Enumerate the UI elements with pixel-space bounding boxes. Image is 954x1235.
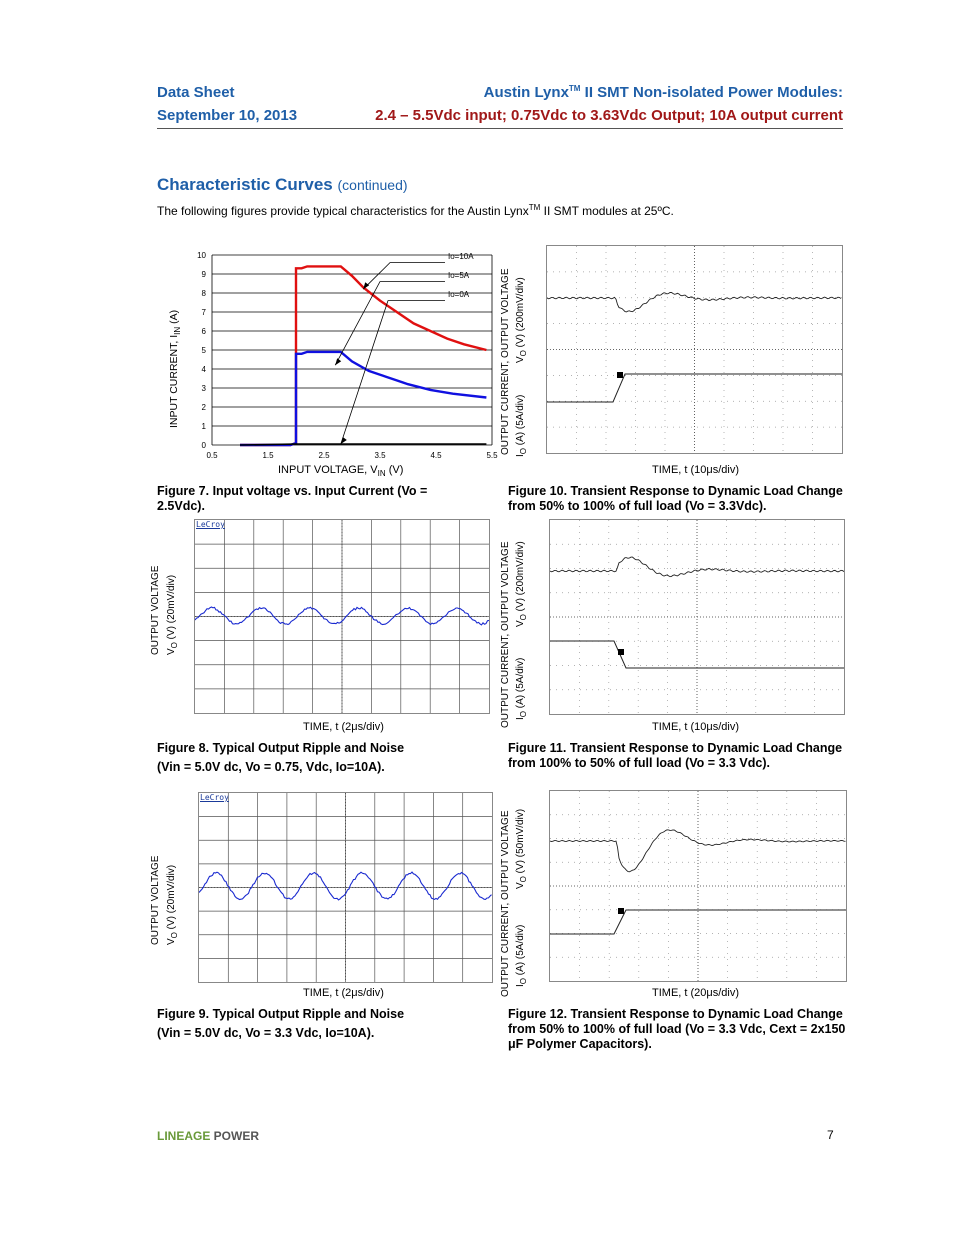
fig7-ytick-label: 0 xyxy=(201,441,206,450)
fig9-ylabel2: $V_O$ (V) (20mV/div) xyxy=(166,864,179,945)
header-rule xyxy=(157,128,843,129)
fig7-ytick-label: 10 xyxy=(197,251,206,260)
fig11-current-trace xyxy=(550,641,844,668)
fig7-xtick-label: 2.5 xyxy=(318,451,330,460)
fig8-scope xyxy=(194,519,490,714)
fig12-xlabel: TIME, t (20μs/div) xyxy=(652,987,740,999)
fig7-chart xyxy=(190,245,500,463)
fig9-scope xyxy=(198,792,493,983)
fig12-ylabel-i: $I_O$ (A) (5A/div) xyxy=(515,924,528,987)
fig7-ytick-label: 3 xyxy=(201,384,206,393)
fig7-leader-line xyxy=(363,263,445,290)
section-intro: The following figures provide typical characteristics for the Austin Lynx™ II SMT modules at 25ºC. xyxy=(157,203,674,218)
section-title: Characteristic Curves (continued) xyxy=(157,175,408,194)
fig7-xtick-label: 4.5 xyxy=(430,451,442,460)
fig11-xlabel: TIME, t (10μs/div) xyxy=(652,721,740,733)
fig10-voltage-trace xyxy=(547,293,841,312)
fig10-caption: Figure 10. Transient Response to Dynamic Load Change from 50% to 100% of full load (Vo = 3.3Vdc). xyxy=(508,484,843,513)
fig7-xtick-label: 0.5 xyxy=(206,451,218,460)
fig7-ytick-label: 7 xyxy=(201,308,206,317)
fig7-legend-label: Io=0A xyxy=(448,289,470,299)
fig7-series-io5a xyxy=(240,352,486,445)
fig7-ytick-label: 6 xyxy=(201,327,206,336)
fig9-brand: LeCroy xyxy=(200,793,229,802)
fig10-trigger-marker xyxy=(617,372,623,378)
fig9-caption-line2: (Vin = 5.0V dc, Vo = 3.3 Vdc, Io=10A). xyxy=(157,1026,375,1040)
fig8-brand: LeCroy xyxy=(196,520,225,529)
footer-page-number: 7 xyxy=(827,1128,834,1142)
fig11-caption: Figure 11. Transient Response to Dynamic Load Change from 100% to 50% of full load (Vo = 3.3 Vdc). xyxy=(508,741,843,770)
fig9-caption-line1: Figure 9. Typical Output Ripple and Noise xyxy=(157,1007,405,1021)
fig12-current-trace xyxy=(550,910,846,934)
fig9-ylabel1: OUTPUT VOLTAGE xyxy=(150,855,161,945)
fig7-leader-line xyxy=(341,301,445,444)
fig7-legend-label: Io=10A xyxy=(448,251,474,261)
fig9-xlabel: TIME, t (2μs/div) xyxy=(303,987,384,999)
fig7-ytick-label: 9 xyxy=(201,270,206,279)
header-doc-type: Data Sheet xyxy=(157,84,235,101)
fig12-ylabel-top: OUTPUT CURRENT, OUTPUT VOLTAGE xyxy=(500,810,511,997)
fig7-ytick-label: 4 xyxy=(201,365,206,374)
fig12-caption: Figure 12. Transient Response to Dynamic Load Change from 50% to 100% of full load (Vo = 3.3 Vdc, Cext = 2x150 μF Polymer Capacitors). xyxy=(508,1007,846,1051)
fig8-caption-line2: (Vin = 5.0V dc, Vo = 0.75, Vdc, Io=10A). xyxy=(157,760,385,774)
fig7-xtick-label: 1.5 xyxy=(262,451,274,460)
fig11-scope xyxy=(549,519,845,715)
header-date: September 10, 2013 xyxy=(157,107,298,124)
fig7-ytick-label: 8 xyxy=(201,289,206,298)
fig7-legend-label: Io=5A xyxy=(448,270,470,280)
fig12-trigger-marker xyxy=(618,908,624,914)
fig7-ytick-label: 5 xyxy=(201,346,206,355)
fig12-scope xyxy=(549,790,847,982)
fig7-xtick-label: 3.5 xyxy=(374,451,386,460)
fig10-ylabel-i: $I_O$ (A) (5A/div) xyxy=(515,394,528,457)
fig8-caption-line1: Figure 8. Typical Output Ripple and Noise xyxy=(157,741,405,755)
header-product-spec: 2.4 – 5.5Vdc input; 0.75Vdc to 3.63Vdc Output; 10A output current xyxy=(375,107,843,124)
fig8-ylabel2: $V_O$ (V) (20mV/div) xyxy=(166,574,179,655)
fig8-ylabel1: OUTPUT VOLTAGE xyxy=(150,565,161,655)
fig10-ylabel-top: OUTPUT CURRENT, OUTPUT VOLTAGE xyxy=(500,268,511,455)
fig7-ytick-label: 1 xyxy=(201,422,206,431)
fig10-scope xyxy=(546,245,843,454)
fig7-ytick-label: 2 xyxy=(201,403,206,412)
fig7-xtick-label: 5.5 xyxy=(486,451,498,460)
fig8-xlabel: TIME, t (2μs/div) xyxy=(303,721,384,733)
fig11-ylabel-v: $V_O$ (V) (200mV/div) xyxy=(515,541,528,627)
fig11-voltage-trace xyxy=(550,557,844,577)
fig7-xlabel: INPUT VOLTAGE, $V_{IN}$ (V) xyxy=(278,464,404,479)
fig7-caption: Figure 7. Input voltage vs. Input Current (Vo = 2.5Vdc). xyxy=(157,484,428,513)
fig7-leader-line xyxy=(335,282,445,366)
fig12-ylabel-v: $V_O$ (V) (50mV/div) xyxy=(515,808,528,889)
fig11-ylabel-i: $I_O$ (A) (5A/div) xyxy=(515,657,528,720)
fig7-leader-arrowhead xyxy=(335,358,341,365)
fig10-xlabel: TIME, t (10μs/div) xyxy=(652,464,740,476)
footer-brand: LINEAGE POWER xyxy=(157,1129,260,1143)
fig10-ylabel-v: $V_O$ (V) (200mV/div) xyxy=(515,277,528,363)
header-product-name: Austin Lynx™ II SMT Non-isolated Power Modules: xyxy=(483,84,843,101)
fig11-trigger-marker xyxy=(618,649,624,655)
fig11-ylabel-top: OUTPUT CURRENT, OUTPUT VOLTAGE xyxy=(500,541,511,728)
fig7-ylabel: INPUT CURRENT, $I_{IN}$ (A) xyxy=(168,309,183,428)
